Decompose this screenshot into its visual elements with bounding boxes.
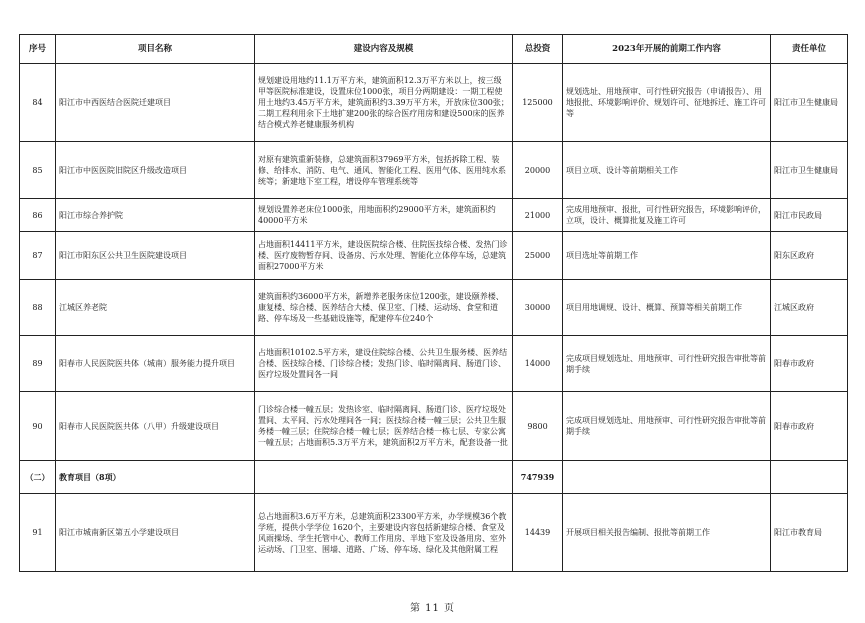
row-total: 125000 (513, 64, 563, 142)
row-content: 占地面积14411平方米，建设医院综合楼、住院医技综合楼、发热门诊楼、医疗废物暂存间、设备房、污水处理、智能化立体停车场，总建筑面积27000平方米 (255, 232, 513, 280)
row-work: 完成用地预审、报批，可行性研究报告，环境影响评价，立项，设计、概算批复及施工许可 (563, 199, 771, 232)
row-work: 项目用地调规、设计、概算、预算等相关前期工作 (563, 280, 771, 336)
row-name: 阳春市人民医院医共体（城南）服务能力提升项目 (56, 336, 255, 392)
row-unit: 阳江市教育局 (771, 494, 848, 572)
row-name: 阳江市城南新区第五小学建设项目 (56, 494, 255, 572)
row-no: 85 (20, 142, 56, 199)
section-row-education (20, 461, 848, 494)
row-name: 阳江市中西医结合医院迁建项目 (56, 64, 255, 142)
row-no: 90 (20, 392, 56, 461)
row-no: 84 (20, 64, 56, 142)
section-work-empty (563, 461, 771, 494)
row-name: 阳春市人民医院医共体（八甲）升级建设项目 (56, 392, 255, 461)
row-no: 87 (20, 232, 56, 280)
table-header-row (20, 35, 848, 64)
row-unit: 阳江市民政局 (771, 199, 848, 232)
table-row (20, 199, 848, 232)
header-no: 序号 (20, 35, 56, 64)
row-name: 阳江市中医医院旧院区升级改造项目 (56, 142, 255, 199)
section-name: 教育项目（8项） (56, 461, 255, 494)
row-no: 91 (20, 494, 56, 572)
project-table (19, 34, 848, 572)
table-row (20, 392, 848, 461)
header-unit: 责任单位 (771, 35, 848, 64)
section-unit-empty (771, 461, 848, 494)
table-row (20, 232, 848, 280)
row-unit: 阳春市政府 (771, 336, 848, 392)
row-total: 30000 (513, 280, 563, 336)
row-unit: 阳春市政府 (771, 392, 848, 461)
section-total: 747939 (513, 461, 563, 494)
row-work: 开展项目相关报告编制、报批等前期工作 (563, 494, 771, 572)
header-work: 2023年开展的前期工作内容 (563, 35, 771, 64)
row-name: 江城区养老院 (56, 280, 255, 336)
row-work: 规划选址、用地预审、可行性研究报告（申请报告）、用地报批、环境影响评价、规划许可、征地拆迁、施工许可等 (563, 64, 771, 142)
section-content-empty (255, 461, 513, 494)
row-work: 完成项目规划选址、用地预审、可行性研究报告审批等前期手续 (563, 336, 771, 392)
row-total: 14439 (513, 494, 563, 572)
row-no: 86 (20, 199, 56, 232)
table-row (20, 142, 848, 199)
row-unit: 阳江市卫生健康局 (771, 142, 848, 199)
row-total: 21000 (513, 199, 563, 232)
row-name: 阳江市综合养护院 (56, 199, 255, 232)
row-name: 阳江市阳东区公共卫生医院建设项目 (56, 232, 255, 280)
section-no: （二） (20, 461, 56, 494)
table-row (20, 64, 848, 142)
header-total: 总投资 (513, 35, 563, 64)
page-number: 第 11 页 (409, 603, 456, 614)
row-unit: 阳江市卫生健康局 (771, 64, 848, 142)
row-total: 20000 (513, 142, 563, 199)
row-content: 规划建设用地约11.1万平方米，建筑面积12.3万平方米以上，按三级甲等医院标准建设，设置床位1000张，项目分两期建设：一期工程使用土地约3.45万平方米，建筑面积约3.39万平方米，开放床位300张；二期工程利用余下土地扩建200张的综合医疗用房和建设500床的医养结合模式养老健康服务机构 (255, 64, 513, 142)
row-content: 门诊综合楼一幢五层；发热诊室、临时隔离间、肠道门诊、医疗垃圾处置间、太平间、污水处理间各一间；医技综合楼一幢三层；公共卫生服务楼一幢三层；住院综合楼一幢七层；医养结合楼一栋七层、专家公寓一幢五层；占地面积5.3万平方米，建筑面积2万平方米，配套设备一批 (255, 392, 513, 461)
row-content: 对原有建筑重新装修，总建筑面积37969平方米，包括拆除工程、装修、给排水、消防、电气、通风、智能化工程、医用气体、医用纯水系统等；新建地下室工程，增设停车管理系统等 (255, 142, 513, 199)
row-content: 占地面积10102.5平方米，建设住院综合楼、公共卫生服务楼、医养结合楼、医技综合楼、门诊综合楼；发热门诊、临时隔离间、肠道门诊、医疗垃圾处置间各一间 (255, 336, 513, 392)
table-row (20, 336, 848, 392)
header-name: 项目名称 (56, 35, 255, 64)
table-row (20, 494, 848, 572)
row-no: 89 (20, 336, 56, 392)
row-content: 规划设置养老床位1000张，用地面积约29000平方米，建筑面积约40000平方米 (255, 199, 513, 232)
row-no: 88 (20, 280, 56, 336)
row-total: 25000 (513, 232, 563, 280)
row-work: 项目选址等前期工作 (563, 232, 771, 280)
table-row (20, 280, 848, 336)
row-total: 9800 (513, 392, 563, 461)
row-work: 项目立项、设计等前期相关工作 (563, 142, 771, 199)
row-unit: 江城区政府 (771, 280, 848, 336)
row-unit: 阳东区政府 (771, 232, 848, 280)
row-content: 总占地面积3.6万平方米，总建筑面积23300平方米，办学规模36个教学班，提供小学学位 1620个，主要建设内容包括新建综合楼、食堂及风雨操场、学生托管中心、教师工作用房、半地下室及设备用房、室外运动场、门卫室、围墙、道路、广场、停车场、绿化及其他附属工程 (255, 494, 513, 572)
header-content: 建设内容及规模 (255, 35, 513, 64)
row-total: 14000 (513, 336, 563, 392)
row-content: 建筑面积约36000平方米，新增养老服务床位1200张，建设颐养楼、康复楼、综合楼、医养结合大楼、保卫室、门楼、运动场、食堂和道路、停车场及一些基础设施等，配建停车位240个 (255, 280, 513, 336)
row-work: 完成项目规划选址、用地预审、可行性研究报告审批等前期手续 (563, 392, 771, 461)
